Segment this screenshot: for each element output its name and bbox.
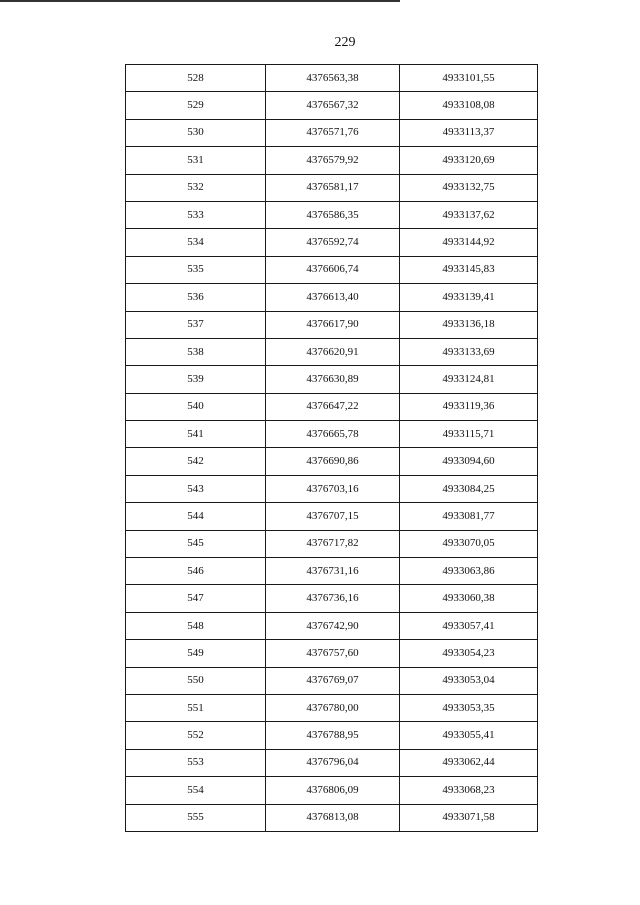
point-number-cell: 549: [126, 640, 266, 667]
point-number-cell: 546: [126, 558, 266, 585]
x-coordinate-cell: 4376586,35: [266, 201, 400, 228]
x-coordinate-cell: 4376731,16: [266, 558, 400, 585]
y-coordinate-cell: 4933053,35: [400, 694, 538, 721]
y-coordinate-cell: 4933145,83: [400, 256, 538, 283]
table-row: [126, 284, 538, 311]
point-number-cell: 540: [126, 393, 266, 420]
point-number-cell: 530: [126, 119, 266, 146]
y-coordinate-cell: 4933101,55: [400, 65, 538, 92]
x-coordinate-cell: 4376813,08: [266, 804, 400, 831]
table-row: [126, 475, 538, 502]
x-coordinate-cell: 4376707,15: [266, 503, 400, 530]
y-coordinate-cell: 4933070,05: [400, 530, 538, 557]
table-row: [126, 585, 538, 612]
point-number-cell: 535: [126, 256, 266, 283]
x-coordinate-cell: 4376788,95: [266, 722, 400, 749]
point-number-cell: 553: [126, 749, 266, 776]
table-row: [126, 174, 538, 201]
x-coordinate-cell: 4376736,16: [266, 585, 400, 612]
y-coordinate-cell: 4933053,04: [400, 667, 538, 694]
table-row: [126, 558, 538, 585]
y-coordinate-cell: 4933094,60: [400, 448, 538, 475]
top-border-line: [0, 0, 400, 2]
y-coordinate-cell: 4933113,37: [400, 119, 538, 146]
table-row: [126, 92, 538, 119]
x-coordinate-cell: 4376690,86: [266, 448, 400, 475]
table-row: [126, 612, 538, 639]
table-row: [126, 65, 538, 92]
point-number-cell: 542: [126, 448, 266, 475]
table-row: [126, 338, 538, 365]
x-coordinate-cell: 4376571,76: [266, 119, 400, 146]
x-coordinate-cell: 4376757,60: [266, 640, 400, 667]
x-coordinate-cell: 4376647,22: [266, 393, 400, 420]
y-coordinate-cell: 4933120,69: [400, 147, 538, 174]
x-coordinate-cell: 4376796,04: [266, 749, 400, 776]
point-number-cell: 551: [126, 694, 266, 721]
y-coordinate-cell: 4933071,58: [400, 804, 538, 831]
x-coordinate-cell: 4376806,09: [266, 777, 400, 804]
point-number-cell: 528: [126, 65, 266, 92]
table-row: [126, 640, 538, 667]
y-coordinate-cell: 4933084,25: [400, 475, 538, 502]
x-coordinate-cell: 4376581,17: [266, 174, 400, 201]
point-number-cell: 548: [126, 612, 266, 639]
x-coordinate-cell: 4376717,82: [266, 530, 400, 557]
table-row: [126, 722, 538, 749]
x-coordinate-cell: 4376620,91: [266, 338, 400, 365]
point-number-cell: 531: [126, 147, 266, 174]
y-coordinate-cell: 4933132,75: [400, 174, 538, 201]
x-coordinate-cell: 4376665,78: [266, 421, 400, 448]
point-number-cell: 550: [126, 667, 266, 694]
table-row: [126, 667, 538, 694]
table-row: [126, 804, 538, 831]
table-row: [126, 503, 538, 530]
point-number-cell: 545: [126, 530, 266, 557]
x-coordinate-cell: 4376592,74: [266, 229, 400, 256]
table-row: [126, 366, 538, 393]
y-coordinate-cell: 4933081,77: [400, 503, 538, 530]
point-number-cell: 534: [126, 229, 266, 256]
y-coordinate-cell: 4933144,92: [400, 229, 538, 256]
point-number-cell: 554: [126, 777, 266, 804]
table-row: [126, 201, 538, 228]
page-number: 229: [334, 35, 356, 50]
y-coordinate-cell: 4933115,71: [400, 421, 538, 448]
table-row: [126, 311, 538, 338]
y-coordinate-cell: 4933063,86: [400, 558, 538, 585]
y-coordinate-cell: 4933133,69: [400, 338, 538, 365]
x-coordinate-cell: 4376630,89: [266, 366, 400, 393]
point-number-cell: 539: [126, 366, 266, 393]
x-coordinate-cell: 4376742,90: [266, 612, 400, 639]
x-coordinate-cell: 4376780,00: [266, 694, 400, 721]
table-row: [126, 448, 538, 475]
point-number-cell: 541: [126, 421, 266, 448]
table-body: [126, 65, 538, 832]
y-coordinate-cell: 4933054,23: [400, 640, 538, 667]
x-coordinate-cell: 4376563,38: [266, 65, 400, 92]
table-row: [126, 147, 538, 174]
point-number-cell: 544: [126, 503, 266, 530]
x-coordinate-cell: 4376579,92: [266, 147, 400, 174]
y-coordinate-cell: 4933119,36: [400, 393, 538, 420]
x-coordinate-cell: 4376703,16: [266, 475, 400, 502]
y-coordinate-cell: 4933108,08: [400, 92, 538, 119]
point-number-cell: 538: [126, 338, 266, 365]
point-number-cell: 543: [126, 475, 266, 502]
table-row: [126, 694, 538, 721]
point-number-cell: 555: [126, 804, 266, 831]
table-row: [126, 749, 538, 776]
y-coordinate-cell: 4933062,44: [400, 749, 538, 776]
point-number-cell: 537: [126, 311, 266, 338]
x-coordinate-cell: 4376606,74: [266, 256, 400, 283]
y-coordinate-cell: 4933055,41: [400, 722, 538, 749]
table-row: [126, 530, 538, 557]
x-coordinate-cell: 4376613,40: [266, 284, 400, 311]
y-coordinate-cell: 4933057,41: [400, 612, 538, 639]
table-row: [126, 119, 538, 146]
y-coordinate-cell: 4933068,23: [400, 777, 538, 804]
table-row: [126, 421, 538, 448]
coordinates-table: [125, 64, 538, 832]
point-number-cell: 533: [126, 201, 266, 228]
point-number-cell: 536: [126, 284, 266, 311]
table-row: [126, 777, 538, 804]
y-coordinate-cell: 4933124,81: [400, 366, 538, 393]
x-coordinate-cell: 4376617,90: [266, 311, 400, 338]
y-coordinate-cell: 4933139,41: [400, 284, 538, 311]
point-number-cell: 532: [126, 174, 266, 201]
point-number-cell: 552: [126, 722, 266, 749]
point-number-cell: 529: [126, 92, 266, 119]
y-coordinate-cell: 4933060,38: [400, 585, 538, 612]
y-coordinate-cell: 4933137,62: [400, 201, 538, 228]
x-coordinate-cell: 4376769,07: [266, 667, 400, 694]
table-row: [126, 393, 538, 420]
table-row: [126, 256, 538, 283]
point-number-cell: 547: [126, 585, 266, 612]
table-row: [126, 229, 538, 256]
x-coordinate-cell: 4376567,32: [266, 92, 400, 119]
y-coordinate-cell: 4933136,18: [400, 311, 538, 338]
